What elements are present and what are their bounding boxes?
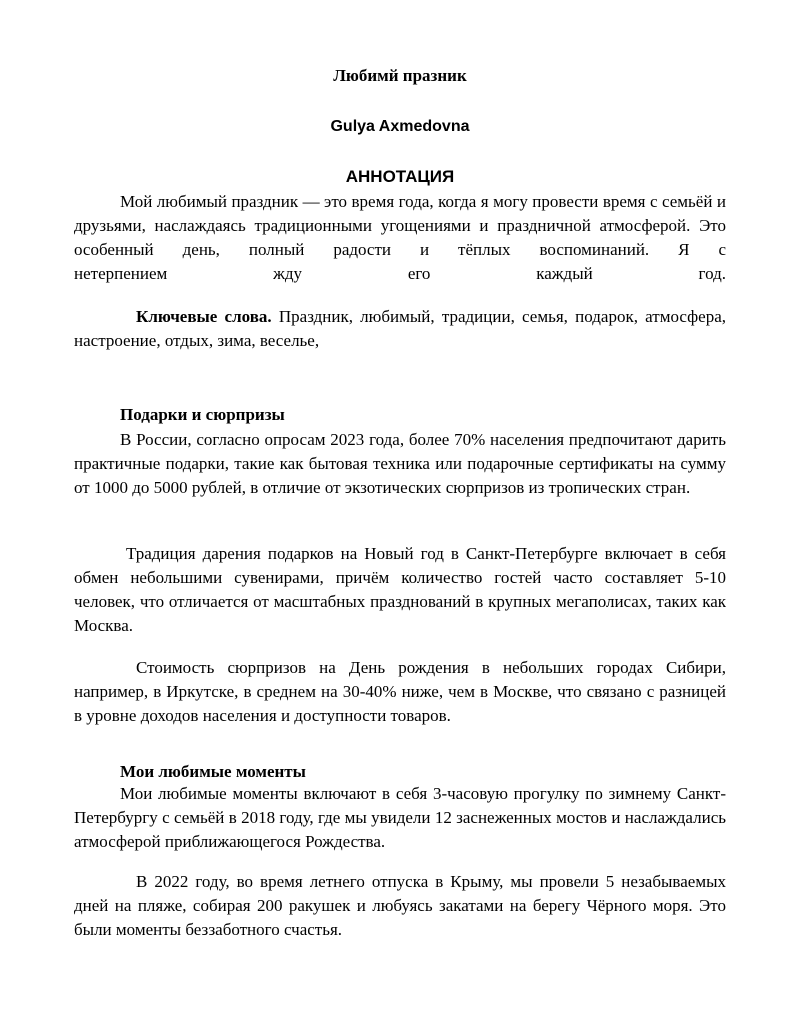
- section-heading-gifts: Подарки и сюрпризы: [120, 405, 285, 424]
- document-title: Любимй празник: [333, 66, 467, 85]
- abstract-paragraph: [74, 190, 726, 286]
- gifts-paragraph-1: В России, согласно опросам 2023 года, более 70% населения предпочитают дарить практичные подарки, такие как бытовая техника или подарочные сертификаты на сумму от 1000 до 5000 рублей, в отличие от экзотических сюрпризов из тропических стран.: [74, 430, 726, 497]
- keywords-paragraph: [74, 305, 726, 353]
- gifts-paragraph-2: Традиция дарения подарков на Новый год в Санкт-Петербурге включает в себя обмен небольшими сувенирами, причём количество гостей часто составляет 5-10 человек, что отличается от масштабных празднований в крупных мегаполисах, таких как Москва.: [74, 544, 726, 635]
- gifts-paragraph-3: Стоимость сюрпризов на День рождения в небольших городах Сибири, например, в Иркутске, в среднем на 30-40% ниже, чем в Москве, что связано с разницей в уровне доходов населения и доступности товаров.: [74, 658, 726, 725]
- section-heading-moments: Мои любимые моменты: [120, 762, 306, 781]
- keywords-label: Ключевые слова.: [136, 307, 272, 326]
- keywords-text: Праздник, любимый, традиции, семья, подарок, атмосфера, настроение, отдых, зима, веселье,: [74, 307, 726, 350]
- abstract-text-main: Мой любимый праздник — это время года, когда я могу провести время с семьёй и друзьями, наслаждаясь традиционными угощениями и праздничной атмосферой. Это особенный день, полный радости и тёплых воспоминаний. Я с: [74, 192, 726, 259]
- author-name: Gulya Axmedovna: [330, 118, 470, 135]
- abstract-heading: АННОТАЦИЯ: [345, 167, 455, 186]
- moments-paragraph-2: В 2022 году, во время летнего отпуска в Крыму, мы провели 5 незабываемых дней на пляже, собирая 200 ракушек и любуясь закатами на берегу Чёрного моря. Это были моменты беззаботного счастья.: [74, 872, 726, 939]
- abstract-text-last-line: нетерпением жду его каждый год.: [74, 264, 726, 283]
- moments-paragraph-1: Мои любимые моменты включают в себя 3-часовую прогулку по зимнему Санкт-Петербургу с семьёй в 2018 году, где мы увидели 12 заснеженных мостов и наслаждались атмосферой приближающегося Рождества.: [74, 784, 726, 851]
